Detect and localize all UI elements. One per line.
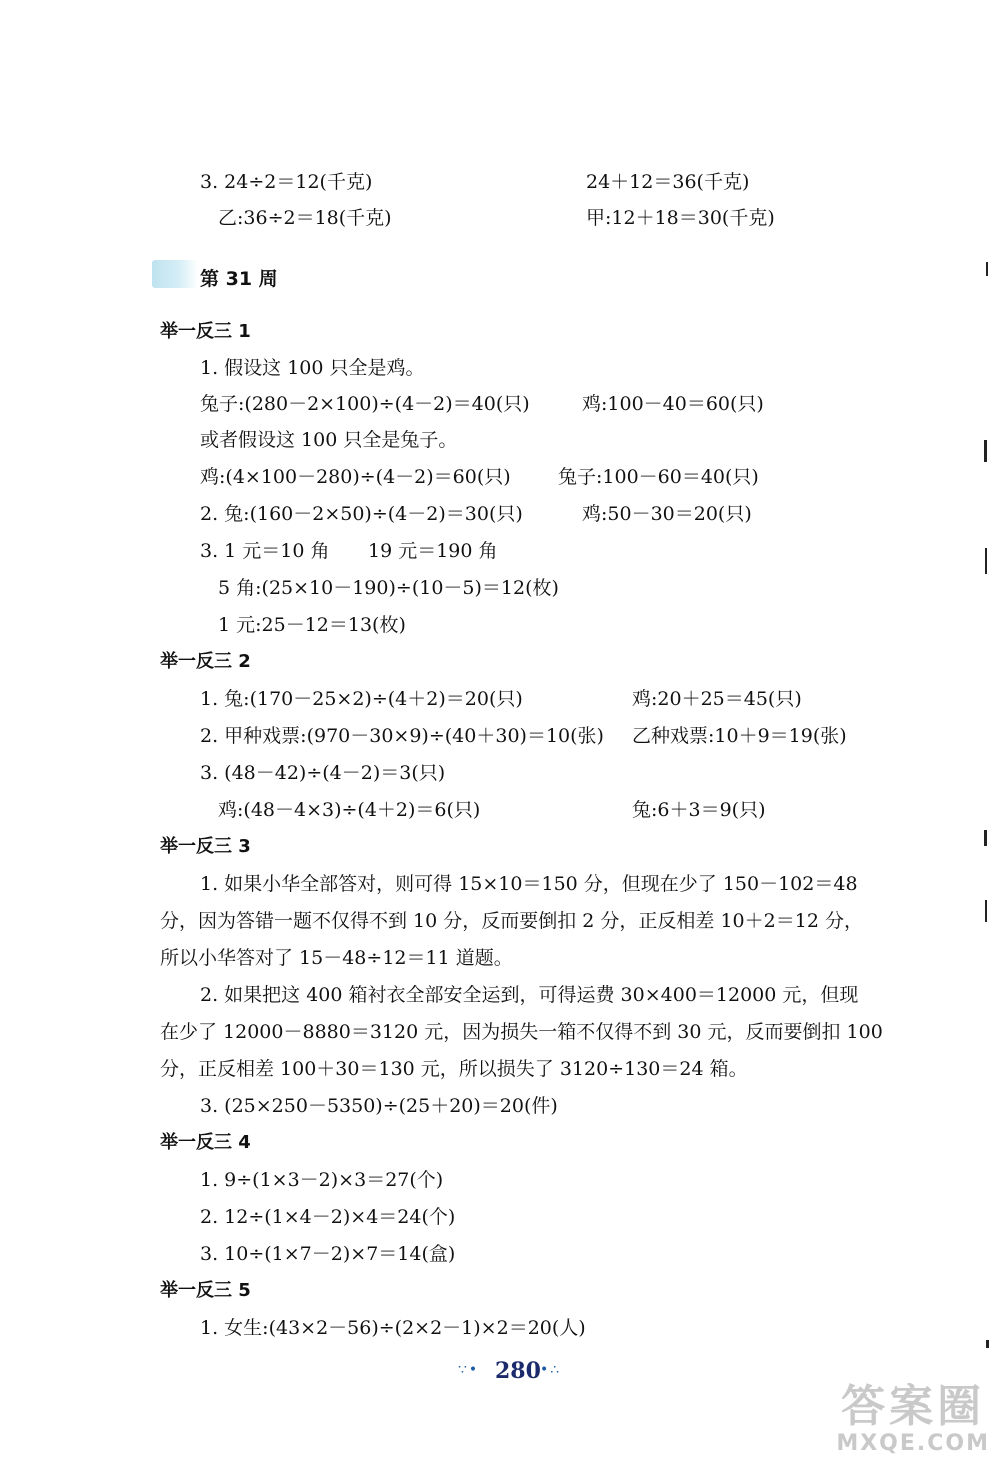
- text-line: 鸡:100－40＝60(只): [582, 393, 764, 415]
- watermark-en: MXQE.COM: [836, 1431, 990, 1456]
- text-line: 1. 女生:(43×2－56)÷(2×2－1)×2＝20(人): [200, 1317, 586, 1339]
- text-line: 分，因为答错一题不仅得不到 10 分，反而要倒扣 2 分，正反相差 10＋2＝12 分，: [160, 910, 863, 932]
- text-line: 或者假设这 100 只全是兔子。: [200, 429, 458, 451]
- text-line: 5 角:(25×10－190)÷(10－5)＝12(枚): [218, 577, 559, 599]
- text-line: 3. (25×250－5350)÷(25＋20)＝20(件): [200, 1095, 558, 1117]
- page-number: 280: [495, 1358, 541, 1384]
- text-line: 2. 如果把这 400 箱衬衣全部安全运到，可得运费 30×400＝12000 元，但现: [200, 984, 859, 1006]
- section-heading: 举一反三 1: [160, 321, 251, 342]
- text-line: 2. 12÷(1×4－2)×4＝24(个): [200, 1206, 456, 1228]
- text-line: 分，正反相差 100＋30＝130 元，所以损失了 3120÷130＝24 箱。: [160, 1058, 748, 1080]
- text-line: 鸡:(4×100－280)÷(4－2)＝60(只): [200, 466, 511, 488]
- dots-left-icon: ∵•: [458, 1362, 480, 1378]
- scan-mark-icon: [985, 900, 987, 922]
- watermark-logo: [836, 1383, 990, 1456]
- section-heading: 举一反三 5: [160, 1280, 251, 1301]
- scan-mark-icon: [984, 830, 987, 846]
- text-line: 3. 1 元＝10 角: [200, 540, 330, 562]
- text-line: 1. 假设这 100 只全是鸡。: [200, 357, 425, 379]
- text-line: 在少了 12000－8880＝3120 元，因为损失一箱不仅得不到 30 元，反而要倒扣 100: [160, 1021, 883, 1043]
- text-line: 3. (48－42)÷(4－2)＝3(只): [200, 762, 446, 784]
- text-line: 兔子:100－60＝40(只): [558, 466, 759, 488]
- section-heading: 举一反三 4: [160, 1132, 251, 1153]
- text-line: 乙种戏票:10＋9＝19(张): [632, 725, 847, 747]
- scan-mark-icon: [986, 1340, 989, 1348]
- text-line: 19 元＝190 角: [368, 540, 498, 562]
- text-line: 1. 如果小华全部答对，则可得 15×10＝150 分，但现在少了 150－102＝48: [200, 873, 858, 895]
- text-line: 兔:6＋3＝9(只): [632, 799, 766, 821]
- scan-mark-icon: [986, 262, 988, 276]
- scan-mark-icon: [984, 440, 987, 462]
- scan-mark-icon: [985, 548, 987, 574]
- week-decoration-icon: [152, 260, 198, 288]
- watermark-cn: 答案圈: [841, 1381, 986, 1432]
- text-line: 所以小华答对了 15－48÷12＝11 道题。: [160, 947, 513, 969]
- section-heading: 举一反三 2: [160, 651, 251, 672]
- text-line: 1. 兔:(170－25×2)÷(4＋2)＝20(只): [200, 688, 523, 710]
- text-line: 兔子:(280－2×100)÷(4－2)＝40(只): [200, 393, 530, 415]
- dots-right-icon: •∴: [540, 1362, 562, 1378]
- text-line: 3. 10÷(1×7－2)×7＝14(盒): [200, 1243, 456, 1265]
- text-line: 2. 兔:(160－2×50)÷(4－2)＝30(只): [200, 503, 523, 525]
- text-line: 鸡:20＋25＝45(只): [632, 688, 802, 710]
- text-line: 2. 甲种戏票:(970－30×9)÷(40＋30)＝10(张): [200, 725, 604, 747]
- text-line: 1 元:25－12＝13(枚): [218, 614, 406, 636]
- section-heading: 举一反三 3: [160, 836, 251, 857]
- text-line: 1. 9÷(1×3－2)×3＝27(个): [200, 1169, 444, 1191]
- text-line: 乙:36÷2＝18(千克): [218, 207, 392, 229]
- text-line: 鸡:50－30＝20(只): [582, 503, 752, 525]
- text-line: 24＋12＝36(千克): [586, 171, 750, 193]
- week-title: 第 31 周: [200, 268, 278, 290]
- text-line: 3. 24÷2＝12(千克): [200, 171, 373, 193]
- text-line: 甲:12＋18＝30(千克): [586, 207, 775, 229]
- text-line: 鸡:(48－4×3)÷(4＋2)＝6(只): [218, 799, 481, 821]
